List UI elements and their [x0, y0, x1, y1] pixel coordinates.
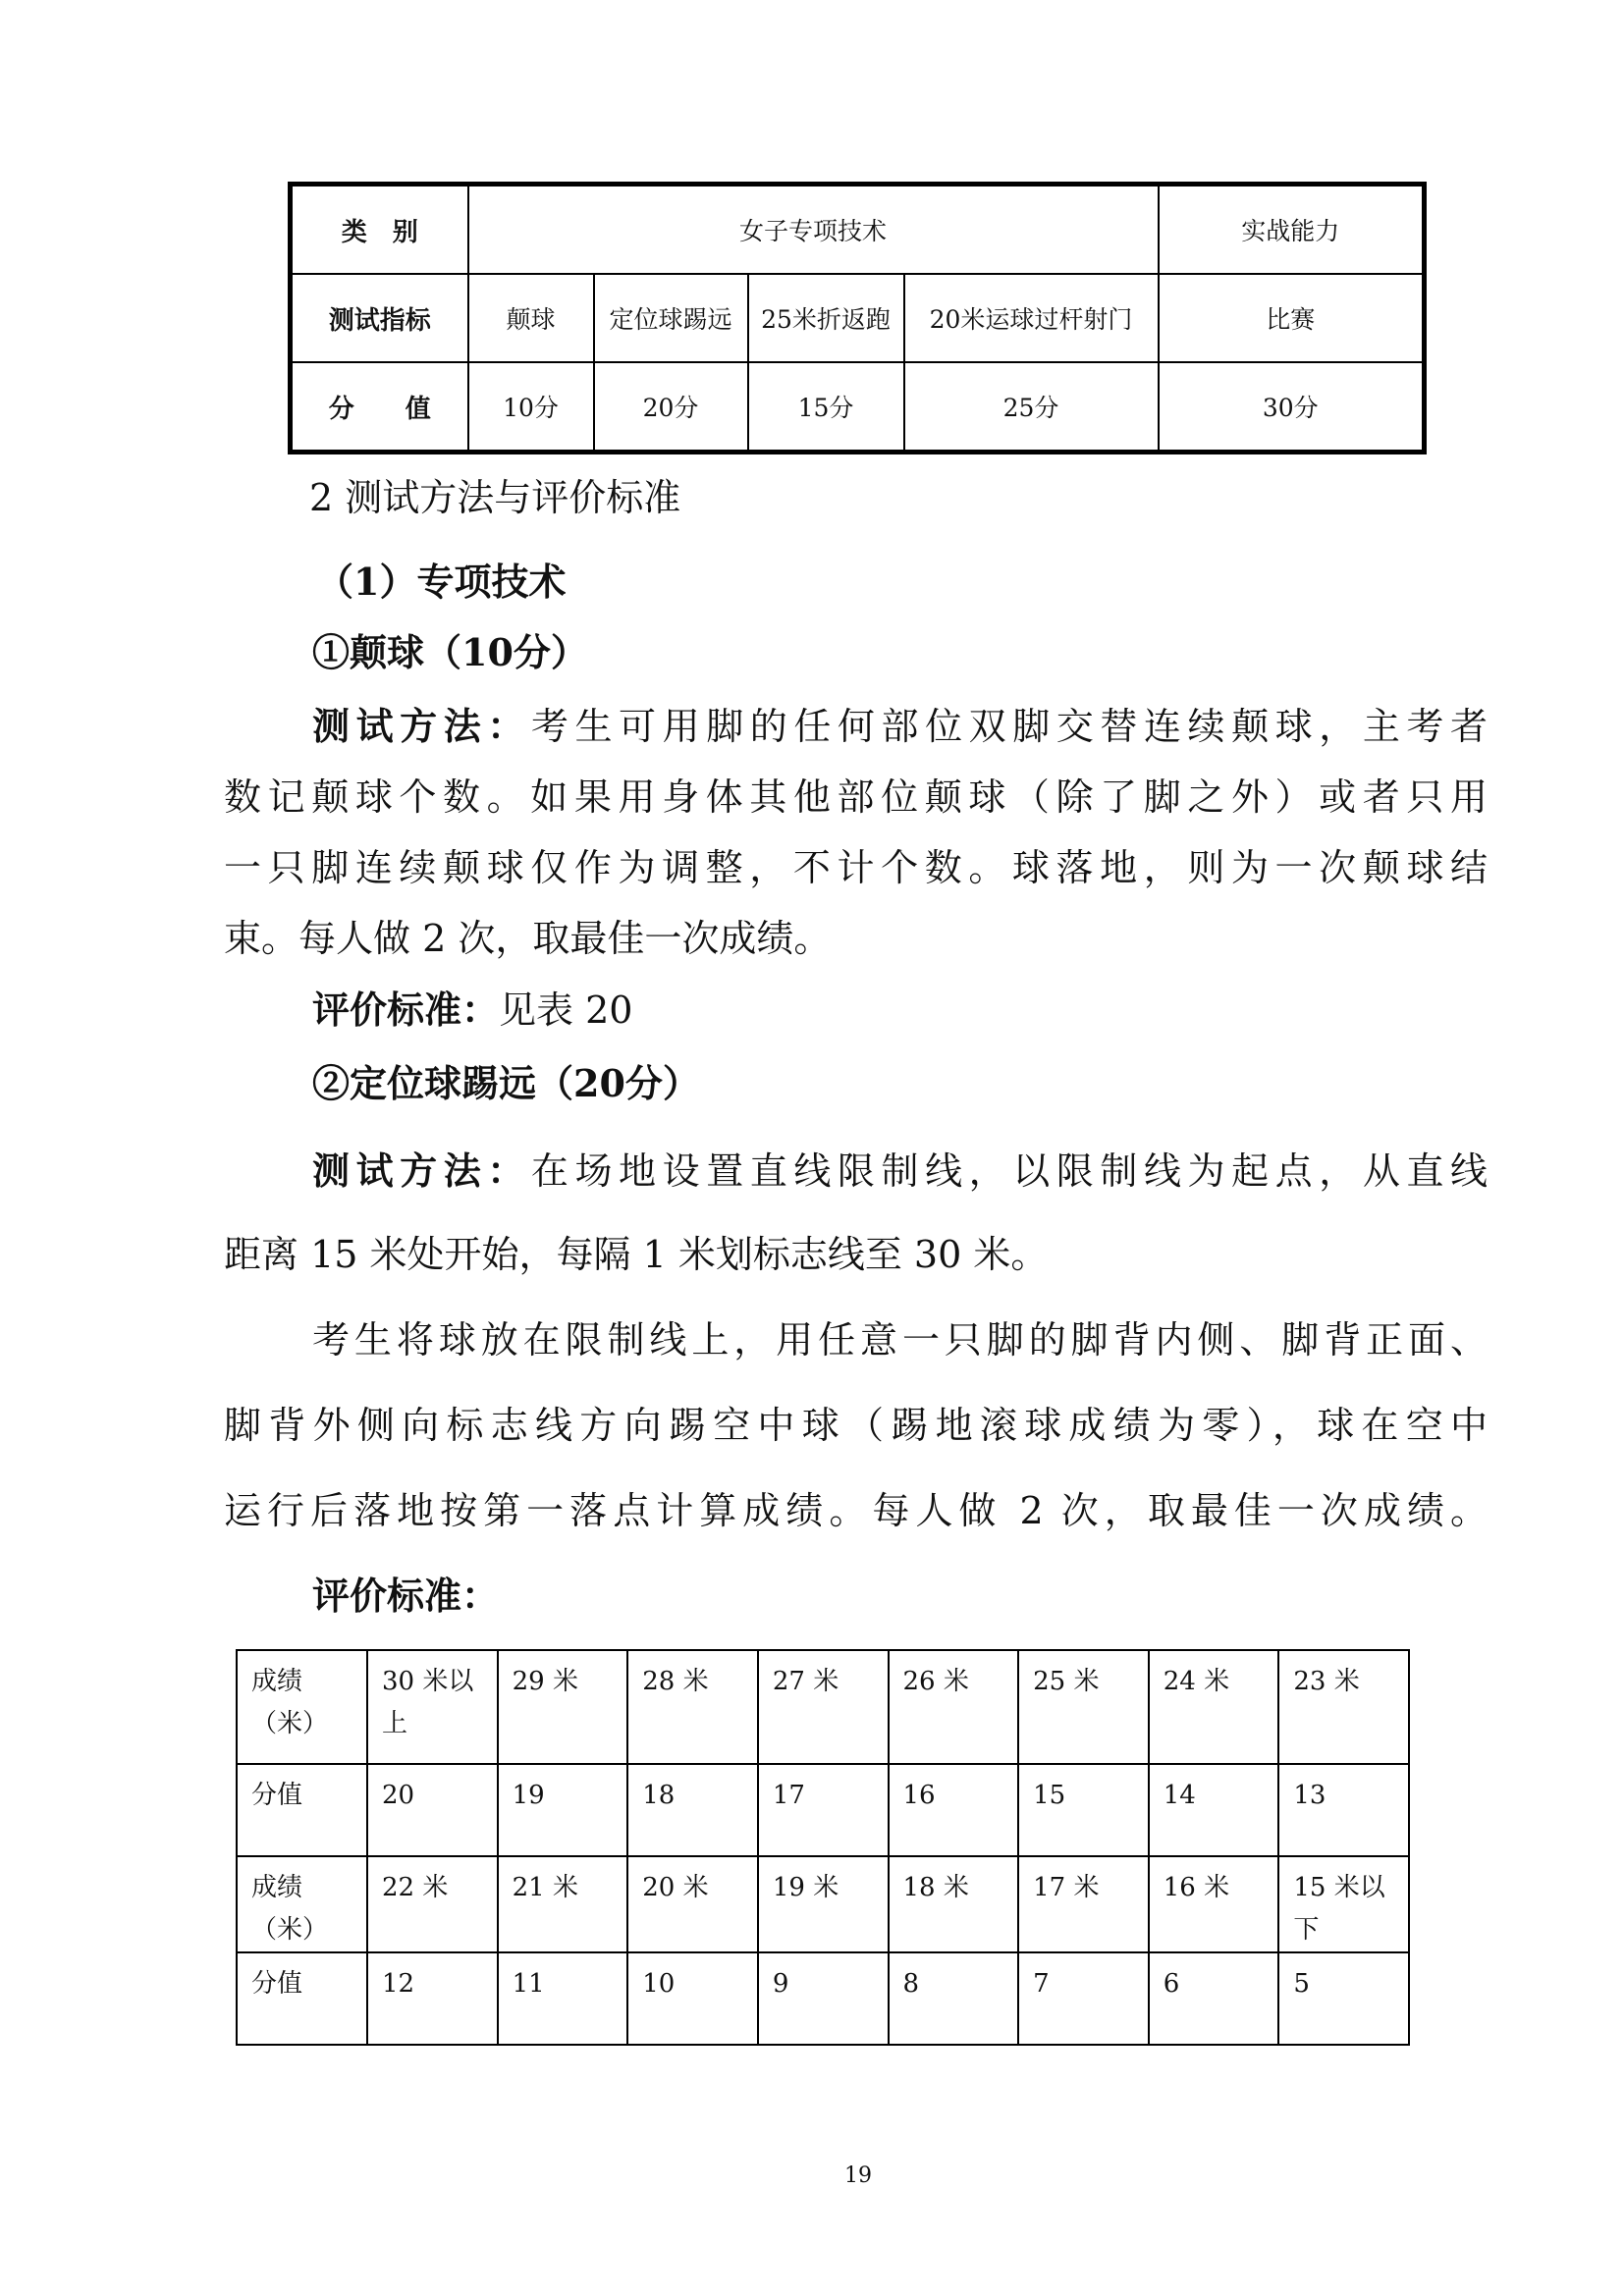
- cell: 19: [498, 1764, 628, 1856]
- cell: 25 米: [1018, 1650, 1149, 1764]
- cell: 定位球踢远: [594, 274, 748, 362]
- paragraph-line: 数记颠球个数。如果用身体其他部位颠球（除了脚之外）或者只用: [224, 775, 1488, 819]
- cell: 15分: [748, 362, 904, 453]
- cell: 女子专项技术: [468, 185, 1159, 275]
- cell: 15 米以下: [1278, 1856, 1409, 1952]
- item-heading: ①颠球（10分）: [312, 630, 588, 674]
- paragraph-line: 一只脚连续颠球仅作为调整，不计个数。球落地，则为一次颠球结: [224, 846, 1488, 889]
- paragraph-line: [312, 1149, 1488, 1193]
- cell: 20 米: [627, 1856, 758, 1952]
- cell: 16 米: [1149, 1856, 1279, 1952]
- cell: 12: [367, 1952, 498, 2045]
- cell: 14: [1149, 1764, 1279, 1856]
- cell: 23 米: [1278, 1650, 1409, 1764]
- cell: 11: [498, 1952, 628, 2045]
- paragraph-line: 束。每人做 2 次，取最佳一次成绩。: [224, 917, 832, 960]
- cell: 16: [889, 1764, 1019, 1856]
- cell: 17: [758, 1764, 889, 1856]
- cell: 20分: [594, 362, 748, 453]
- cell: 25米折返跑: [748, 274, 904, 362]
- cell: 19 米: [758, 1856, 889, 1952]
- cell: 实战能力: [1159, 185, 1425, 275]
- row-label: 分值: [237, 1952, 367, 2045]
- cell: 颠球: [468, 274, 594, 362]
- text: 在场地设置直线限制线，以限制线为起点，从直线: [530, 1149, 1488, 1193]
- text: 考生可用脚的任何部位双脚交替连续颠球，主考者: [530, 705, 1488, 748]
- cell: 7: [1018, 1952, 1149, 2045]
- paragraph-line: 距离 15 米处开始，每隔 1 米划标志线至 30 米。: [224, 1233, 1049, 1276]
- cell: 测试指标: [291, 274, 468, 362]
- row-label: 分值: [237, 1764, 367, 1856]
- cell: 27 米: [758, 1650, 889, 1764]
- subsection-heading: （1）专项技术: [316, 560, 567, 604]
- cell: 22 米: [367, 1856, 498, 1952]
- method-label: 测试方法：: [312, 1148, 531, 1193]
- cell: 13: [1278, 1764, 1409, 1856]
- cell: 30分: [1159, 362, 1425, 453]
- criteria-label: 评价标准：: [312, 1574, 500, 1618]
- paragraph-line: 运行后落地按第一落点计算成绩。每人做 2 次，取最佳一次成绩。: [224, 1489, 1488, 1532]
- cell: 分 值: [291, 362, 468, 453]
- cell: 10分: [468, 362, 594, 453]
- row-label: 成绩（米）: [237, 1856, 367, 1952]
- cell: 比赛: [1159, 274, 1425, 362]
- cell: 28 米: [627, 1650, 758, 1764]
- paragraph-line: 脚背外侧向标志线方向踢空中球（踢地滚球成绩为零），球在空中: [224, 1404, 1488, 1447]
- criteria-label: 评价标准：: [312, 988, 500, 1032]
- cell: 5: [1278, 1952, 1409, 2045]
- cell: 9: [758, 1952, 889, 2045]
- cell: 18: [627, 1764, 758, 1856]
- criteria-line: [312, 988, 632, 1032]
- cell: 24 米: [1149, 1650, 1279, 1764]
- cell: 29 米: [498, 1650, 628, 1764]
- cell: 10: [627, 1952, 758, 2045]
- method-label: 测试方法：: [312, 704, 531, 748]
- cell: 6: [1149, 1952, 1279, 2045]
- text: 见表 20: [499, 988, 633, 1032]
- cell: 8: [889, 1952, 1019, 2045]
- item-heading: ②定位球踢远（20分）: [312, 1061, 700, 1105]
- cell: 21 米: [498, 1856, 628, 1952]
- cell: 20米运球过杆射门: [904, 274, 1159, 362]
- section-heading: 2 测试方法与评价标准: [309, 476, 681, 519]
- cell: 15: [1018, 1764, 1149, 1856]
- cell: 18 米: [889, 1856, 1019, 1952]
- cell: 26 米: [889, 1650, 1019, 1764]
- paragraph-line: 考生将球放在限制线上，用任意一只脚的脚背内侧、脚背正面、: [312, 1318, 1488, 1362]
- paragraph-line: [312, 705, 1488, 748]
- cell: 20: [367, 1764, 498, 1856]
- cell: 类 别: [291, 185, 468, 275]
- score-table: [236, 1649, 1410, 2046]
- row-label: 成绩（米）: [237, 1650, 367, 1764]
- cell: 17 米: [1018, 1856, 1149, 1952]
- cell: 30 米以上: [367, 1650, 498, 1764]
- page-number: 19: [844, 2163, 872, 2188]
- cell: 25分: [904, 362, 1159, 453]
- category-table: [288, 182, 1427, 454]
